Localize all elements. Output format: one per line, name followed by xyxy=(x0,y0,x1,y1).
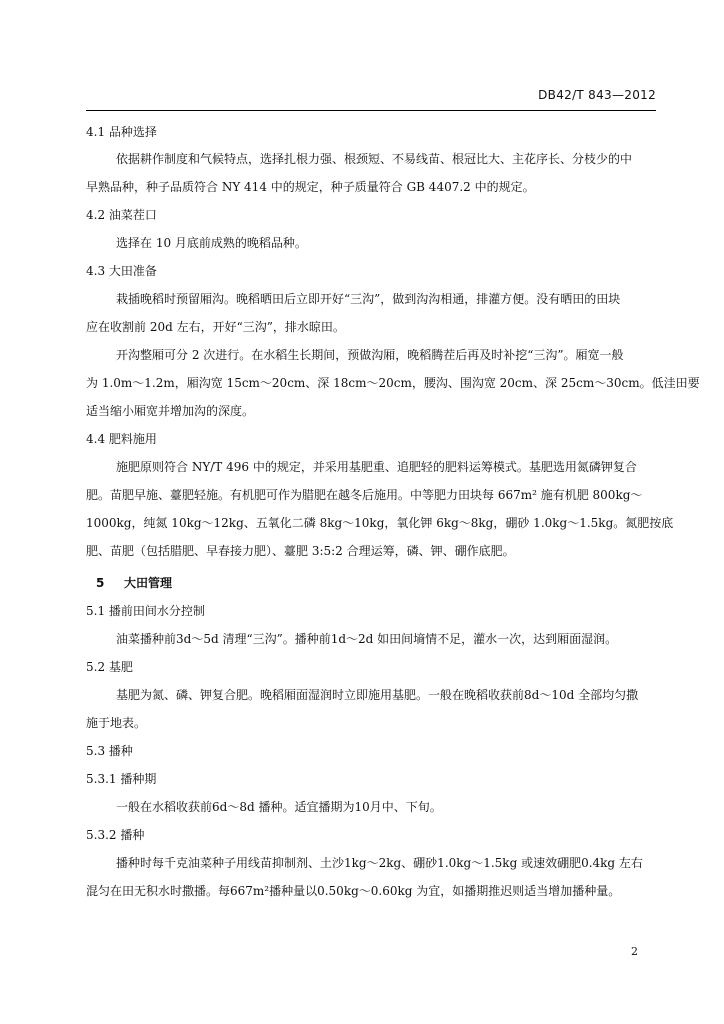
section-5-1-title: 5.1 播前田间水分控制 xyxy=(86,604,205,618)
section-4-4-title: 4.4 肥料施用 xyxy=(86,432,157,446)
section-5-1-text-line: 油菜播种前3d～5d 清理“三沟”。播种前1d～2d 如田间墒情不足，灌水一次，达到厢面湿润。 xyxy=(116,632,618,646)
document-id-header: DB42/T 843—2012 xyxy=(538,88,656,102)
chapter-5-number: 5 xyxy=(96,576,105,590)
section-5-2-text-line: 施于地表。 xyxy=(86,716,147,730)
section-5-3-2-text-line: 混匀在田无积水时撒播。每667m²播种量以0.50kg～0.60kg 为宜，如播期推迟则适当增加播种量。 xyxy=(86,884,621,898)
chapter-5-title: 大田管理 xyxy=(124,576,173,590)
section-4-3-text-line: 适当缩小厢宽并增加沟的深度。 xyxy=(86,404,255,418)
section-4-3-text-line: 栽插晚稻时预留厢沟。晚稻晒田后立即开好“三沟”，做到沟沟相通，排灌方便。没有晒田的田块 xyxy=(116,292,621,306)
section-4-1-text-line: 早熟品种，种子品质符合 NY 414 中的规定，种子质量符合 GB 4407.2 中的规定。 xyxy=(86,180,535,194)
section-4-4-text-line: 施肥原则符合 NY/T 496 中的规定，并采用基肥重、追肥轻的肥料运筹模式。基肥选用氮磷钾复合 xyxy=(116,460,637,474)
section-5-3-2-text-line: 播种时每千克油菜种子用线苗抑制剂、土沙1kg～2kg、硼砂1.0kg～1.5kg 或速效硼肥0.4kg 左右 xyxy=(116,856,643,870)
section-4-3-text-line: 为 1.0m～1.2m，厢沟宽 15cm～20cm、深 18cm～20cm，腰沟、围沟宽 20cm、深 25cm～30cm。低洼田要 xyxy=(86,376,700,390)
section-5-2-title: 5.2 基肥 xyxy=(86,660,133,674)
section-5-2-text-line: 基肥为氮、磷、钾复合肥。晚稻厢面湿润时立即施用基肥。一般在晚稻收获前8d～10d 全部均匀撒 xyxy=(116,688,639,702)
section-5-3-1-title: 5.3.1 播种期 xyxy=(86,772,157,786)
section-4-4-text-line: 肥。苗肥早施、薹肥轻施。有机肥可作为腊肥在越冬后施用。中等肥力田块每 667m² 施有机肥 800kg～ xyxy=(86,488,643,502)
section-4-3-text-line: 开沟整厢可分 2 次进行。在水稻生长期间，预做沟厢，晚稻腾茬后再及时补挖“三沟”。厢宽一般 xyxy=(116,348,624,362)
section-4-1-text-line: 依据耕作制度和气候特点，选择扎根力强、根颈短、不易线苗、根冠比大、主花序长、分枝少的中 xyxy=(116,152,633,166)
section-4-2-text-line: 选择在 10 月底前成熟的晚稻品种。 xyxy=(116,236,307,250)
section-5-3-1-text-line: 一般在水稻收获前6d～8d 播种。适宜播期为10月中、下旬。 xyxy=(116,800,442,814)
header-rule xyxy=(86,110,656,111)
section-4-1-title: 4.1 品种选择 xyxy=(86,125,157,139)
section-4-3-text-line: 应在收割前 20d 左右，开好“三沟”，排水晾田。 xyxy=(86,320,345,334)
section-4-2-title: 4.2 油菜茬口 xyxy=(86,208,157,222)
section-4-4-text-line: 肥、苗肥（包括腊肥、早春接力肥）、薹肥 3:5:2 合理运筹，磷、钾、硼作底肥。 xyxy=(86,544,515,558)
section-4-3-title: 4.3 大田准备 xyxy=(86,264,157,278)
section-5-3-title: 5.3 播种 xyxy=(86,744,133,758)
section-5-3-2-title: 5.3.2 播种 xyxy=(86,828,145,842)
section-4-4-text-line: 1000kg，纯氮 10kg～12kg、五氧化二磷 8kg～10kg，氧化钾 6kg～8kg，硼砂 1.0kg～1.5kg。氮肥按底 xyxy=(86,516,674,530)
page-number: 2 xyxy=(631,945,638,958)
